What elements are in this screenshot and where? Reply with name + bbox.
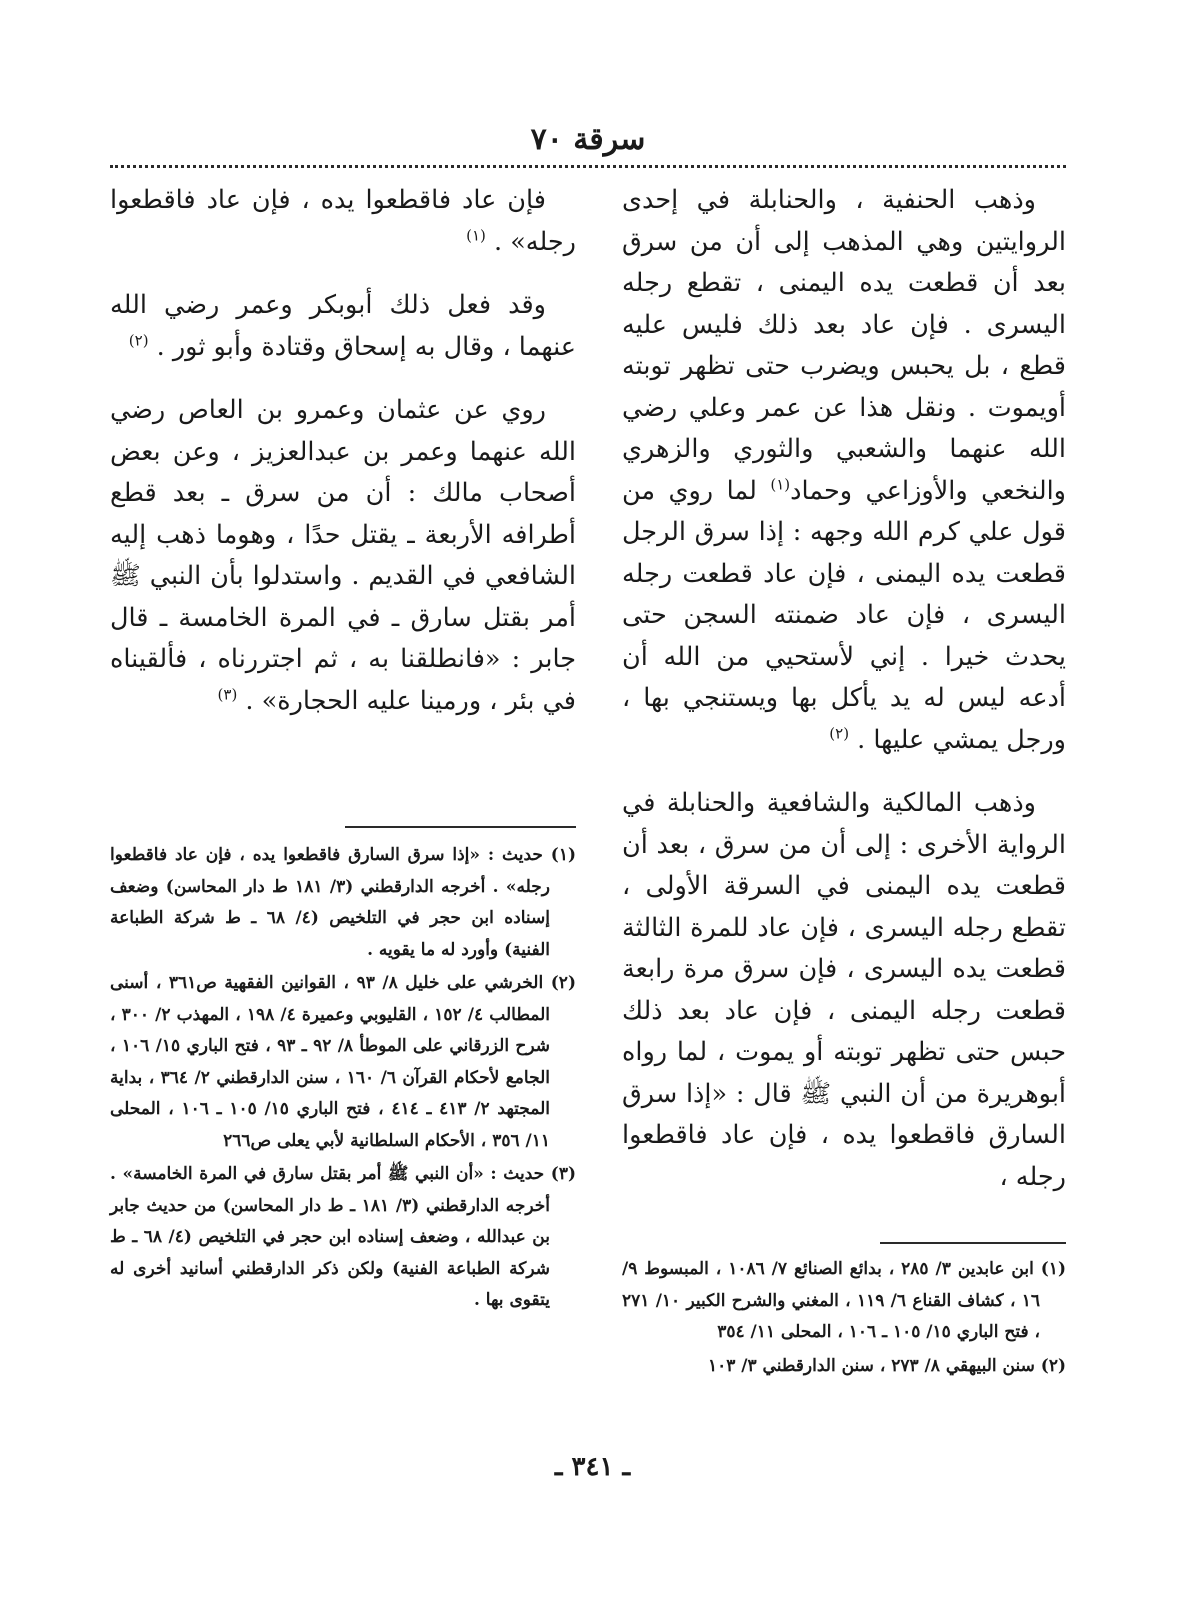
right-footnotes: [622, 1254, 1066, 1384]
left-column: [110, 180, 576, 722]
footnote-separator: [880, 1242, 1066, 1244]
paragraph: [110, 285, 576, 368]
paragraph: [622, 180, 1066, 761]
footnote-ref: (٢): [829, 724, 850, 742]
paragraph-text: روي عن عثمان وعمرو بن العاص رضي الله عنهما وعمر بن عبدالعزيز ، وعن بعض أصحاب مالك : أن من سرق ـ بعد قطع أطرافه الأربعة ـ يقتل حدًا ، وهوما ذهب إليه الشافعي في القديم . واستدلوا بأن النبي ﷺ أمر بقتل سارق ـ في المرة الخامسة ـ قال جابر : «فانطلقنا به ، ثم اجتررناه ، فألقيناه في بئر ، ورمينا عليه الحجارة» .: [110, 395, 576, 716]
paragraph-text-continued: لما روي من قول علي كرم الله وجهه : إذا سرق الرجل قطعت يده اليمنى ، فإن عاد قطعت رجله اليسرى ، فإن عاد ضمنته السجن حتى يحدث خيرا . إني لأستحيي من الله أن أدعه ليس له يد يأكل بها ويستنجي بها ، ورجل يمشي عليها .: [622, 475, 1066, 755]
left-footnotes: [110, 840, 576, 1319]
footnote: (٣) حديث : «أن النبي ﷺ أمر بقتل سارق في المرة الخامسة» . أخرجه الدارقطني (٣/ ١٨١ ـ ط دار المحاسن) من حديث جابر بن عبدالله ، وضعف إسناده ابن حجر في التلخيص (٤/ ٦٨ ـ ط شركة الطباعة الفنية) ولكن ذكر الدارقطني أسانيد أخرى له يتقوى بها .: [110, 1164, 576, 1310]
paragraph: [110, 390, 576, 722]
paragraph-text: فإن عاد فاقطعوا يده ، فإن عاد فاقطعوا رجله» .: [110, 185, 576, 257]
footnote-separator: [345, 826, 576, 828]
footnote: (١) ابن عابدين ٣/ ٢٨٥ ، بدائع الصنائع ٧/ ١٠٨٦ ، المبسوط ٩/ ١٦ ، كشاف القناع ٦/ ١١٩ ، المغني والشرح الكبير ١٠/ ٢٧١ ، فتح الباري ١٥/ ١٠٥ ـ ١٠٦ ، المحلى ١١/ ٣٥٤: [622, 1259, 1066, 1342]
paragraph: [110, 180, 576, 263]
footnote-ref: (٣): [217, 685, 238, 703]
header-dotted-rule: [110, 165, 1066, 168]
paragraph-text: وذهب المالكية والشافعية والحنابلة في الرواية الأخرى : إلى أن من سرق ، بعد أن قطعت يده اليمنى في السرقة الأولى ، تقطع رجله اليسرى ، فإن عاد للمرة الثالثة قطعت يده اليسرى ، فإن سرق مرة رابعة قطعت رجله اليمنى ، فإن عاد بعد ذلك حبس حتى تظهر توبته أو يموت ، لما رواه أبوهريرة من أن النبي ﷺ قال : «إذا سرق السارق فاقطعوا يده ، فإن عاد فاقطعوا رجله ،: [622, 788, 1066, 1192]
paragraph: [622, 783, 1066, 1198]
footnote-ref: (٢): [128, 331, 149, 349]
paragraph-text: وذهب الحنفية ، والحنابلة في إحدى الروايتين وهي المذهب إلى أن من سرق بعد أن قطعت يده اليمنى ، تقطع رجله اليسرى . فإن عاد بعد ذلك فليس عليه قطع ، بل يحبس ويضرب حتى تظهر توبته أويموت . ونقل هذا عن عمر وعلي رضي الله عنهما والشعبي والثوري والزهري والنخعي والأوزاعي وحماد: [622, 185, 1066, 506]
page-number: ـ ٣٤١ ـ: [554, 1452, 631, 1482]
right-column: [622, 180, 1066, 1198]
running-header: [110, 120, 1066, 172]
header-title: سرقة ٧٠: [530, 122, 646, 157]
paragraph-text: وقد فعل ذلك أبوبكر وعمر رضي الله عنهما ، وقال به إسحاق وقتادة وأبو ثور .: [110, 290, 576, 362]
footnote: (١) حديث : «إذا سرق السارق فاقطعوا يده ، فإن عاد فاقطعوا رجله» . أخرجه الدارقطني (٣/ ١٨١ ط دار المحاسن) وضعف إسناده ابن حجر في التلخيص (٤/ ٦٨ ـ ط شركة الطباعة الفنية) وأورد له ما يقويه .: [110, 845, 576, 960]
footnote: (٢) سنن البيهقي ٨/ ٢٧٣ ، سنن الدارقطني ٣/ ١٠٣: [707, 1355, 1066, 1376]
footnote-ref: (١): [466, 226, 486, 244]
footnote: (٢) الخرشي على خليل ٨/ ٩٣ ، القوانين الفقهية ص٣٦١ ، أسنى المطالب ٤/ ١٥٢ ، القليوبي وعميرة ٤/ ١٩٨ ، المهذب ٢/ ٣٠٠ ، شرح الزرقاني على الموطأ ٨/ ٩٢ ـ ٩٣ ، فتح الباري ١٥/ ١٠٦ ، الجامع لأحكام القرآن ٦/ ١٦٠ ، سنن الدارقطني ٢/ ٣٦٤ ، بداية المجتهد ٢/ ٤١٣ ـ ٤١٤ ، فتح الباري ١٥/ ١٠٥ ـ ١٠٦ ، المحلى ١١/ ٣٥٦ ، الأحكام السلطانية لأبي يعلى ص٢٦٦: [110, 973, 576, 1151]
footnote-ref: (١): [770, 475, 791, 493]
